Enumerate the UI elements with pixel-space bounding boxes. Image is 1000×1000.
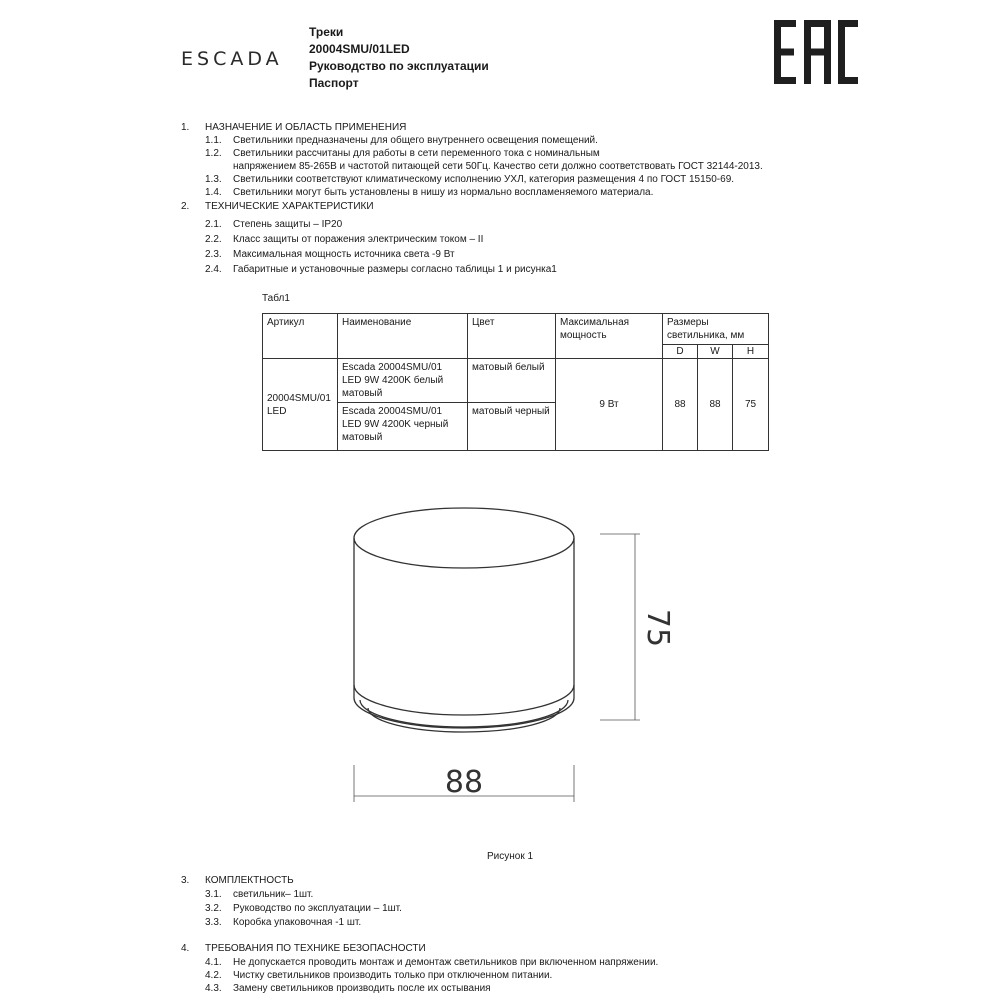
section-3-items (205, 888, 402, 930)
section-number: 1. (181, 122, 190, 133)
section-1-heading (181, 121, 406, 134)
header-name: Наименование (338, 314, 468, 359)
header-dimensions: Размеры светильника, мм (663, 314, 769, 345)
list-item: 4.3. Замену светильников производить после их остывания (205, 983, 491, 994)
cell-w: 88 (698, 359, 733, 451)
list-item: 2.3. Максимальная мощность источника света -9 Вт (205, 249, 455, 260)
brand-logo: ESCADA (181, 48, 283, 70)
section-number: 3. (181, 875, 190, 886)
section-title: ТРЕБОВАНИЯ ПО ТЕХНИКЕ БЕЗОПАСНОСТИ (205, 943, 426, 954)
cell-h: 75 (733, 359, 769, 451)
list-item: 1.2. Светильники рассчитаны для работы в сети переменного тока с номинальным (205, 148, 600, 159)
cell-power: 9 Вт (556, 359, 663, 451)
header-d: D (663, 345, 698, 359)
header-line-passport: Паспорт (309, 76, 359, 90)
list-item: 4.1. Не допускается проводить монтаж и демонтаж светильников при включенном напряжении. (205, 957, 659, 968)
list-item: 2.1. Степень защиты – IP20 (205, 219, 343, 230)
header-line-category: Треки (309, 25, 344, 39)
cell-name: Escada 20004SMU/01 LED 9W 4200K черный матовый (338, 403, 468, 451)
header-line-manual: Руководство по эксплуатации (309, 59, 489, 73)
list-item: 2.4. Габаритные и установочные размеры согласно таблицы 1 и рисунка1 (205, 264, 557, 275)
section-2-heading (181, 200, 374, 213)
cell-article: 20004SMU/01 LED (263, 359, 338, 451)
section-title: КОМПЛЕКТНОСТЬ (205, 875, 294, 886)
section-number: 2. (181, 201, 190, 212)
figure-lamp-drawing (330, 500, 690, 810)
cylinder-lens-outer (360, 700, 568, 727)
cylinder-body-bottom (354, 685, 574, 715)
cell-color: матовый черный (468, 403, 556, 451)
figure-caption: Рисунок 1 (487, 851, 534, 862)
cylinder-top-ellipse (354, 508, 574, 568)
section-4-items (205, 956, 658, 995)
section-2-items (205, 217, 557, 277)
dim-width-label: 88 (444, 765, 484, 800)
header-h: H (733, 345, 769, 359)
header-color: Цвет (468, 314, 556, 359)
table-row (263, 359, 769, 403)
list-item: 2.2. Класс защиты от поражения электрическим током – II (205, 234, 484, 245)
cell-name: Escada 20004SMU/01 LED 9W 4200K белый матовый (338, 359, 468, 403)
eac-certification-icon (772, 18, 860, 86)
cell-color: матовый белый (468, 359, 556, 403)
list-item-continuation: напряжением 85-265В и частотой питающей сети 50Гц. Качество сети должно соответствовать ГОСТ 32144-2013. (233, 161, 763, 172)
table-caption: Табл1 (262, 293, 290, 304)
document-header (309, 24, 489, 92)
section-title: ТЕХНИЧЕСКИЕ ХАРАКТЕРИСТИКИ (205, 201, 374, 212)
header-w: W (698, 345, 733, 359)
list-item: 1.3. Светильники соответствуют климатическому исполнению УХЛ, категория размещения 4 по ГОСТ 15150-69. (205, 174, 735, 185)
list-item: 1.4. Светильники могут быть установлены в нишу из нормально воспламеняемого материала. (205, 187, 654, 198)
section-number: 4. (181, 943, 190, 954)
section-3-heading (181, 874, 294, 887)
section-title: НАЗНАЧЕНИЕ И ОБЛАСТЬ ПРИМЕНЕНИЯ (205, 122, 407, 133)
cell-d: 88 (663, 359, 698, 451)
list-item: 3.1. светильник– 1шт. (205, 889, 314, 900)
header-article: Артикул (263, 314, 338, 359)
list-item: 3.3. Коробка упаковочная -1 шт. (205, 917, 362, 928)
header-line-model: 20004SMU/01LED (309, 42, 410, 56)
specification-table (262, 313, 769, 451)
list-item: 4.2. Чистку светильников производить только при отключенном питании. (205, 970, 553, 981)
dim-height-label: 75 (640, 608, 675, 648)
section-4-heading (181, 942, 426, 955)
section-1-items (205, 134, 763, 199)
list-item: 3.2. Руководство по эксплуатации – 1шт. (205, 903, 402, 914)
list-item: 1.1. Светильники предназначены для общего внутреннего освещения помещений. (205, 135, 598, 146)
header-power: Максимальная мощность (556, 314, 663, 359)
